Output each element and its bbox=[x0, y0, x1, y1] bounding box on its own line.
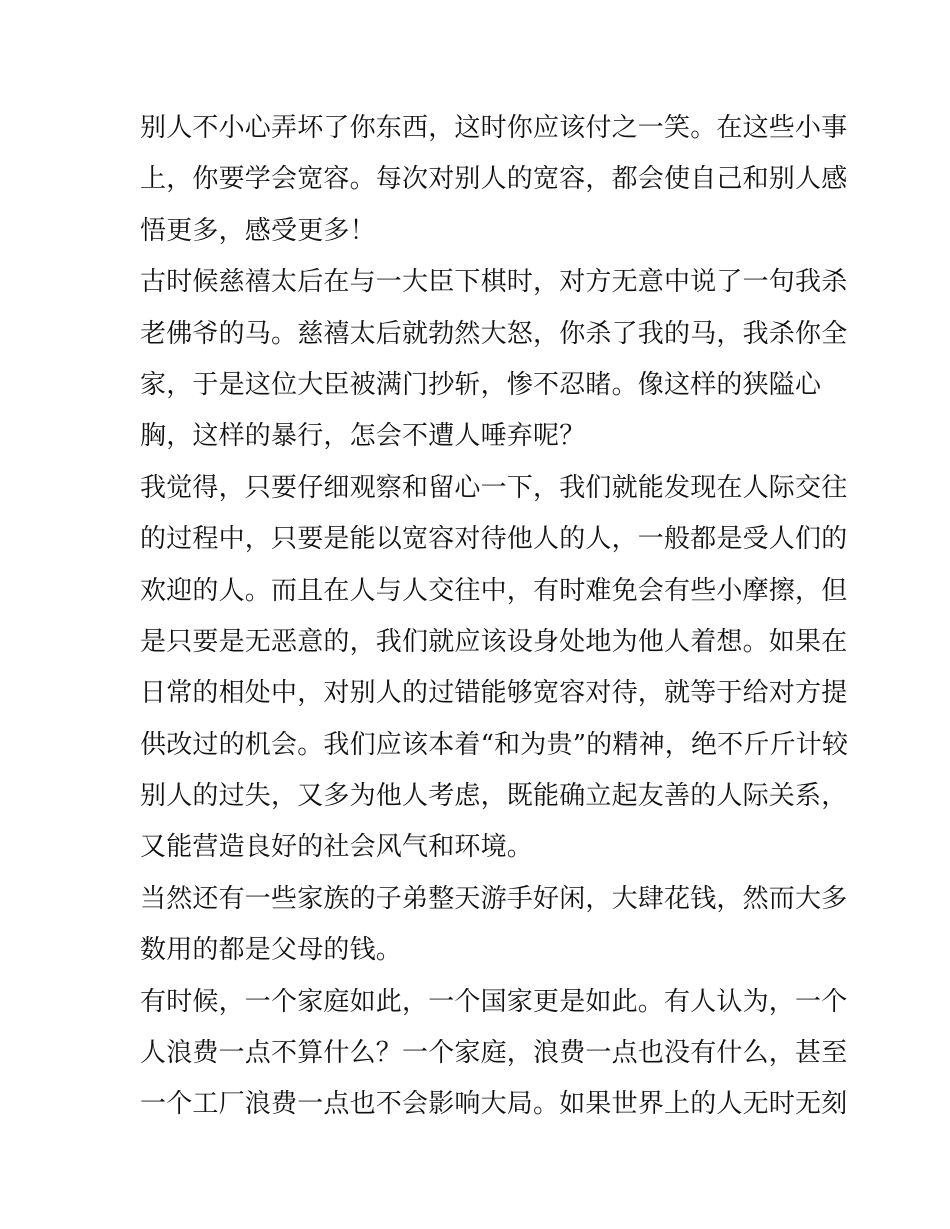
text-line: 胸，这样的暴行，怎会不遭人唾弃呢？ bbox=[140, 421, 586, 452]
text-line: 欢迎的人。而且在人与人交往中，有时难免会有些小摩擦，但 bbox=[140, 575, 848, 606]
text-line: 上，你要学会宽容。每次对别人的宽容，都会使自己和别人感 bbox=[140, 164, 848, 195]
text-line: 有时候，一个家庭如此，一个国家更是如此。有人认为，一个 bbox=[140, 986, 848, 1017]
text-line: 当然还有一些家族的子弟整天游手好闲，大肆花钱，然而大多 bbox=[140, 883, 848, 914]
text-line: 又能营造良好的社会风气和环境。 bbox=[140, 832, 534, 863]
text-line: 一个工厂浪费一点也不会影响大局。如果世界上的人无时无刻 bbox=[140, 1089, 848, 1120]
text-line: 的过程中，只要是能以宽容对待他人的人，一般都是受人们的 bbox=[140, 524, 848, 555]
text-line: 数用的都是父母的钱。 bbox=[140, 935, 403, 966]
text-line: 别人的过失，又多为他人考虑，既能确立起友善的人际关系， bbox=[140, 781, 848, 812]
text-line: 别人不小心弄坏了你东西，这时你应该付之一笑。在这些小事 bbox=[140, 113, 848, 143]
text-line: 家，于是这位大臣被满门抄斩，惨不忍睹。像这样的狭隘心 bbox=[140, 369, 822, 400]
text-line: 我觉得，只要仔细观察和留心一下，我们就能发现在人际交往 bbox=[140, 472, 848, 503]
text-line: 古时候慈禧太后在与一大臣下棋时，对方无意中说了一句我杀 bbox=[140, 267, 848, 298]
text-line: 老佛爷的马。慈禧太后就勃然大怒，你杀了我的马，我杀你全 bbox=[140, 318, 848, 349]
text-line: 供改过的机会。我们应该本着“和为贵”的精神，绝不斤斤计较 bbox=[140, 729, 849, 760]
text-line: 人浪费一点不算什么？一个家庭，浪费一点也没有什么，甚至 bbox=[140, 1038, 848, 1069]
text-line: 悟更多，感受更多！ bbox=[140, 215, 376, 246]
text-line: 日常的相处中，对别人的过错能够宽容对待，就等于给对方提 bbox=[140, 678, 848, 709]
document-body bbox=[140, 103, 849, 1131]
text-line: 是只要是无恶意的，我们就应该设身处地为他人着想。如果在 bbox=[140, 626, 848, 657]
